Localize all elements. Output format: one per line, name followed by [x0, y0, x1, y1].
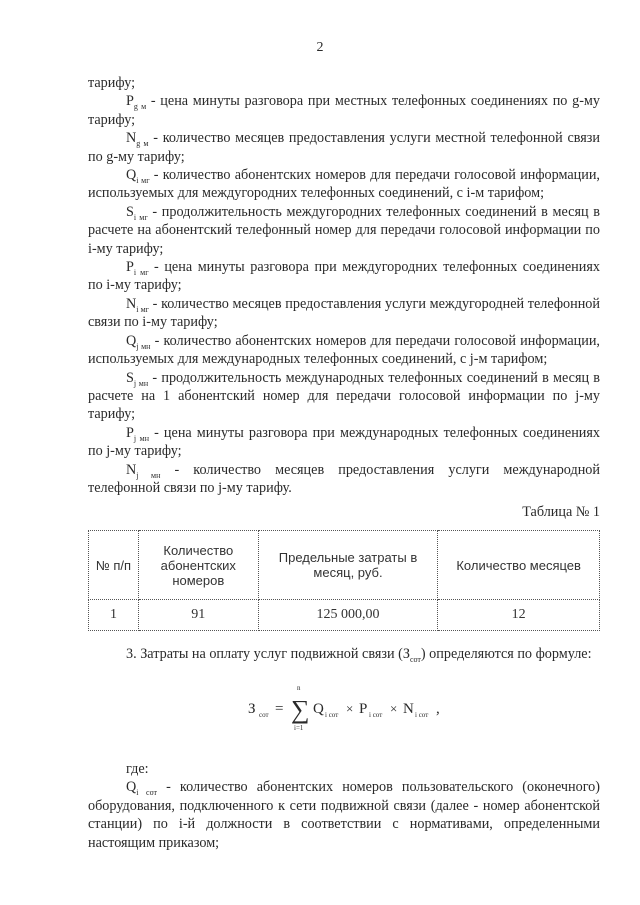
- formula-equals: =: [275, 701, 284, 717]
- table-caption: Таблица № 1: [522, 504, 600, 521]
- page-number: 2: [316, 40, 324, 55]
- definitions-block: [88, 74, 600, 522]
- definition-n-g-m: $N_{g м}$ - количество месяцев предоставления услуги местной телефонной связи по g-му тарифу;: [88, 130, 601, 165]
- formula-term-q: Q: [313, 701, 324, 717]
- formula-svg: [240, 672, 500, 738]
- header-monthly-cost: Предельные затраты в месяц, руб.: [258, 531, 438, 600]
- cell-months: 12: [438, 600, 600, 631]
- header-number: № п/п: [89, 531, 139, 600]
- cell-number: 1: [89, 600, 139, 631]
- sum-icon: ∑: [291, 695, 310, 724]
- formula-lhs: З: [248, 701, 256, 717]
- formula-term-p: P: [359, 701, 368, 717]
- definition-q-j-mn: $Q_{j мн}$ - количество абонентских номеров для передачи голосовой информации, используемых для международных телефонных соединений, с j-м тарифом;: [88, 332, 600, 368]
- mobile-cost-formula: [240, 672, 500, 738]
- formula-term-n: N: [403, 701, 414, 717]
- cell-subscriber-count: 91: [138, 600, 258, 631]
- definition-s-i-mg: $S_{i мг}$ - продолжительность междугородних телефонных соединений в месяц в расчете на абонентский телефонный номер для передачи голосовой информации по i-му тарифу;: [88, 203, 600, 257]
- section-3-intro: [88, 645, 600, 663]
- table-header-row: [89, 531, 600, 600]
- formula-term-p-sub: i сот: [369, 711, 383, 719]
- formula-lhs-sub: сот: [259, 711, 269, 719]
- formula-sum-top: n: [297, 684, 301, 692]
- table-row: [89, 600, 600, 631]
- definition-p-g-m: $P_{g м}$ - цена минуты разговора при местных телефонных соединениях по g-му тарифу;: [88, 93, 600, 128]
- definition-p-i-mg: $P_{i мг}$ - цена минуты разговора при междугородних телефонных соединениях по i-му тарифу;: [88, 259, 600, 294]
- formula-term-n-sub: i сот: [415, 711, 429, 719]
- definition-p-j-mn: $P_{j мн}$ - цена минуты разговора при международных телефонных соединениях по j-му тарифу;: [88, 424, 600, 460]
- definition-n-i-mg: $N_{i мг}$ - количество месяцев предоставления услуги междугородней телефонной связи по i-му тарифу;: [88, 295, 600, 331]
- formula-times-1: ×: [346, 701, 354, 716]
- header-months: Количество месяцев: [438, 531, 600, 600]
- definition-s-j-mn: $S_{j мн}$ - продолжительность международных телефонных соединений в месяц в расчете на 1 абонентский номер для передачи голосовой информации по j-му тарифу;: [88, 369, 601, 423]
- definition-n-j-mn: $N_{j мн}$ - количество месяцев предоставления услуги международной телефонной связи по j-му тарифу.: [88, 461, 600, 496]
- limits-table: [88, 530, 600, 631]
- definition-q-i-sot: $Q_{i сот}$ - количество абонентских номеров пользовательского (оконечного) оборудования, подключенного к сети подвижной связи (далее - номер абонентской станции) по i-й должности в соответствии с нормативами, определенными настоящим приказом;: [88, 779, 600, 851]
- formula-end: ,: [436, 701, 440, 717]
- header-subscriber-count: Количество абонентских номеров: [138, 531, 258, 600]
- intro-line: тарифу;: [88, 75, 136, 91]
- cell-monthly-cost: 125 000,00: [258, 600, 438, 631]
- where-block: [88, 760, 600, 852]
- formula-times-2: ×: [390, 701, 398, 716]
- definition-q-i-mg: $Q_{i мг}$ - количество абонентских номеров для передачи голосовой информации, используемых для междугородних телефонных соединений, с i-м тарифом;: [88, 167, 600, 202]
- section-3-text: 3. Затраты на оплату услуг подвижной связи $(З_{сот})$ определяются по формуле:: [126, 646, 592, 664]
- formula-term-q-sub: i сот: [325, 711, 339, 719]
- formula-sum-bottom: i=1: [294, 724, 304, 732]
- where-label: где:: [126, 761, 149, 777]
